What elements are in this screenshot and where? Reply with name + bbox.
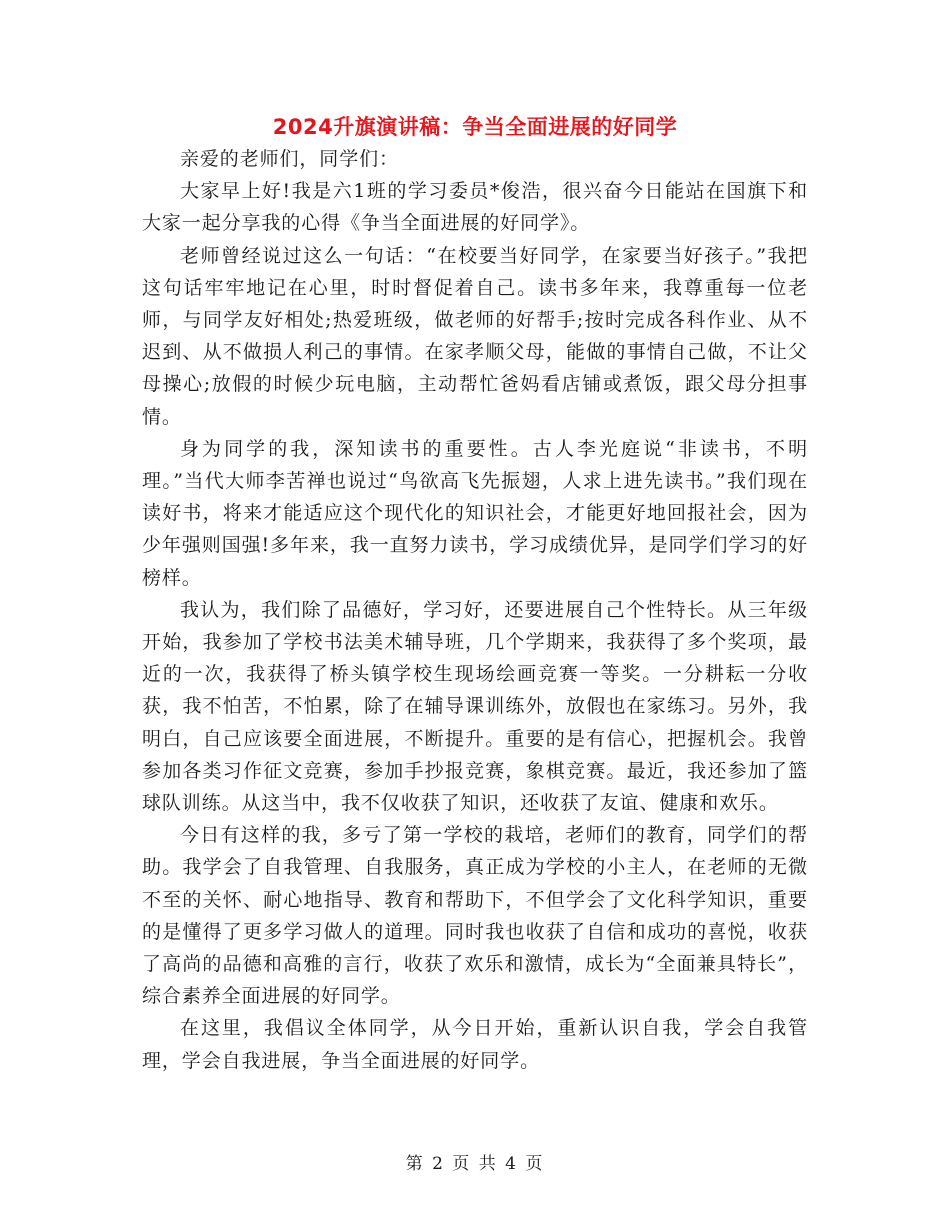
paragraph: 大家早上好!我是六1班的学习委员*俊浩，很兴奋今日能站在国旗下和大家一起分享我的心得《争当全面进展的好同学》。	[142, 180, 808, 235]
salutation: 亲爱的老师们，同学们：	[180, 148, 399, 170]
paragraph: 老师曾经说过这么一句话：“在校要当好同学，在家要当好孩子。”我把这句话牢牢地记在心里，时时督促着自己。读书多年来，我尊重每一位老师，与同学友好相处;热爱班级，做老师的好帮手;按时完成各科作业、从不迟到、从不做损人利己的事情。在家孝顺父母，能做的事情自己做，不让父母操心;放假的时候少玩电脑，主动帮忙爸妈看店铺或煮饭，跟父母分担事情。	[142, 244, 808, 428]
document-body	[142, 143, 808, 1077]
paragraph: 在这里，我倡议全体同学，从今日开始，重新认识自我，学会自我管理，学会自我进展，争当全面进展的好同学。	[142, 1017, 808, 1072]
paragraph: 今日有这样的我，多亏了第一学校的栽培，老师们的教育，同学们的帮助。我学会了自我管理、自我服务，真正成为学校的小主人，在老师的无微不至的关怀、耐心地指导、教育和帮助下，不但学会了文化科学知识，重要的是懂得了更多学习做人的道理。同时我也收获了自信和成功的喜悦，收获了高尚的品德和高雅的言行，收获了欢乐和激情，成长为“全面兼具特长”，综合素养全面进展的好同学。	[142, 824, 808, 1008]
paragraph: 身为同学的我，深知读书的重要性。古人李光庭说“非读书，不明理。”当代大师李苦禅也说过“鸟欲高飞先振翅，人求上进先读书。”我们现在读好书，将来才能适应这个现代化的知识社会，才能更好地回报社会，因为少年强则国强!多年来，我一直努力读书，学习成绩优异，是同学们学习的好榜样。	[142, 437, 808, 589]
paragraph: 我认为，我们除了品德好，学习好，还要进展自己个性特长。从三年级开始，我参加了学校书法美术辅导班，几个学期来，我获得了多个奖项，最近的一次，我获得了桥头镇学校生现场绘画竞赛一等奖。一分耕耘一分收获，我不怕苦，不怕累，除了在辅导课训练外，放假也在家练习。另外，我明白，自己应该要全面进展，不断提升。重要的是有信心，把握机会。我曾参加各类习作征文竞赛，参加手抄报竞赛，象棋竞赛。最近，我还参加了篮球队训练。从这当中，我不仅收获了知识，还收获了友谊、健康和欢乐。	[142, 598, 808, 815]
page-number-footer: 第 2 页 共 4 页	[405, 1154, 545, 1174]
document-title: 2024升旗演讲稿：争当全面进展的好同学	[272, 115, 678, 139]
